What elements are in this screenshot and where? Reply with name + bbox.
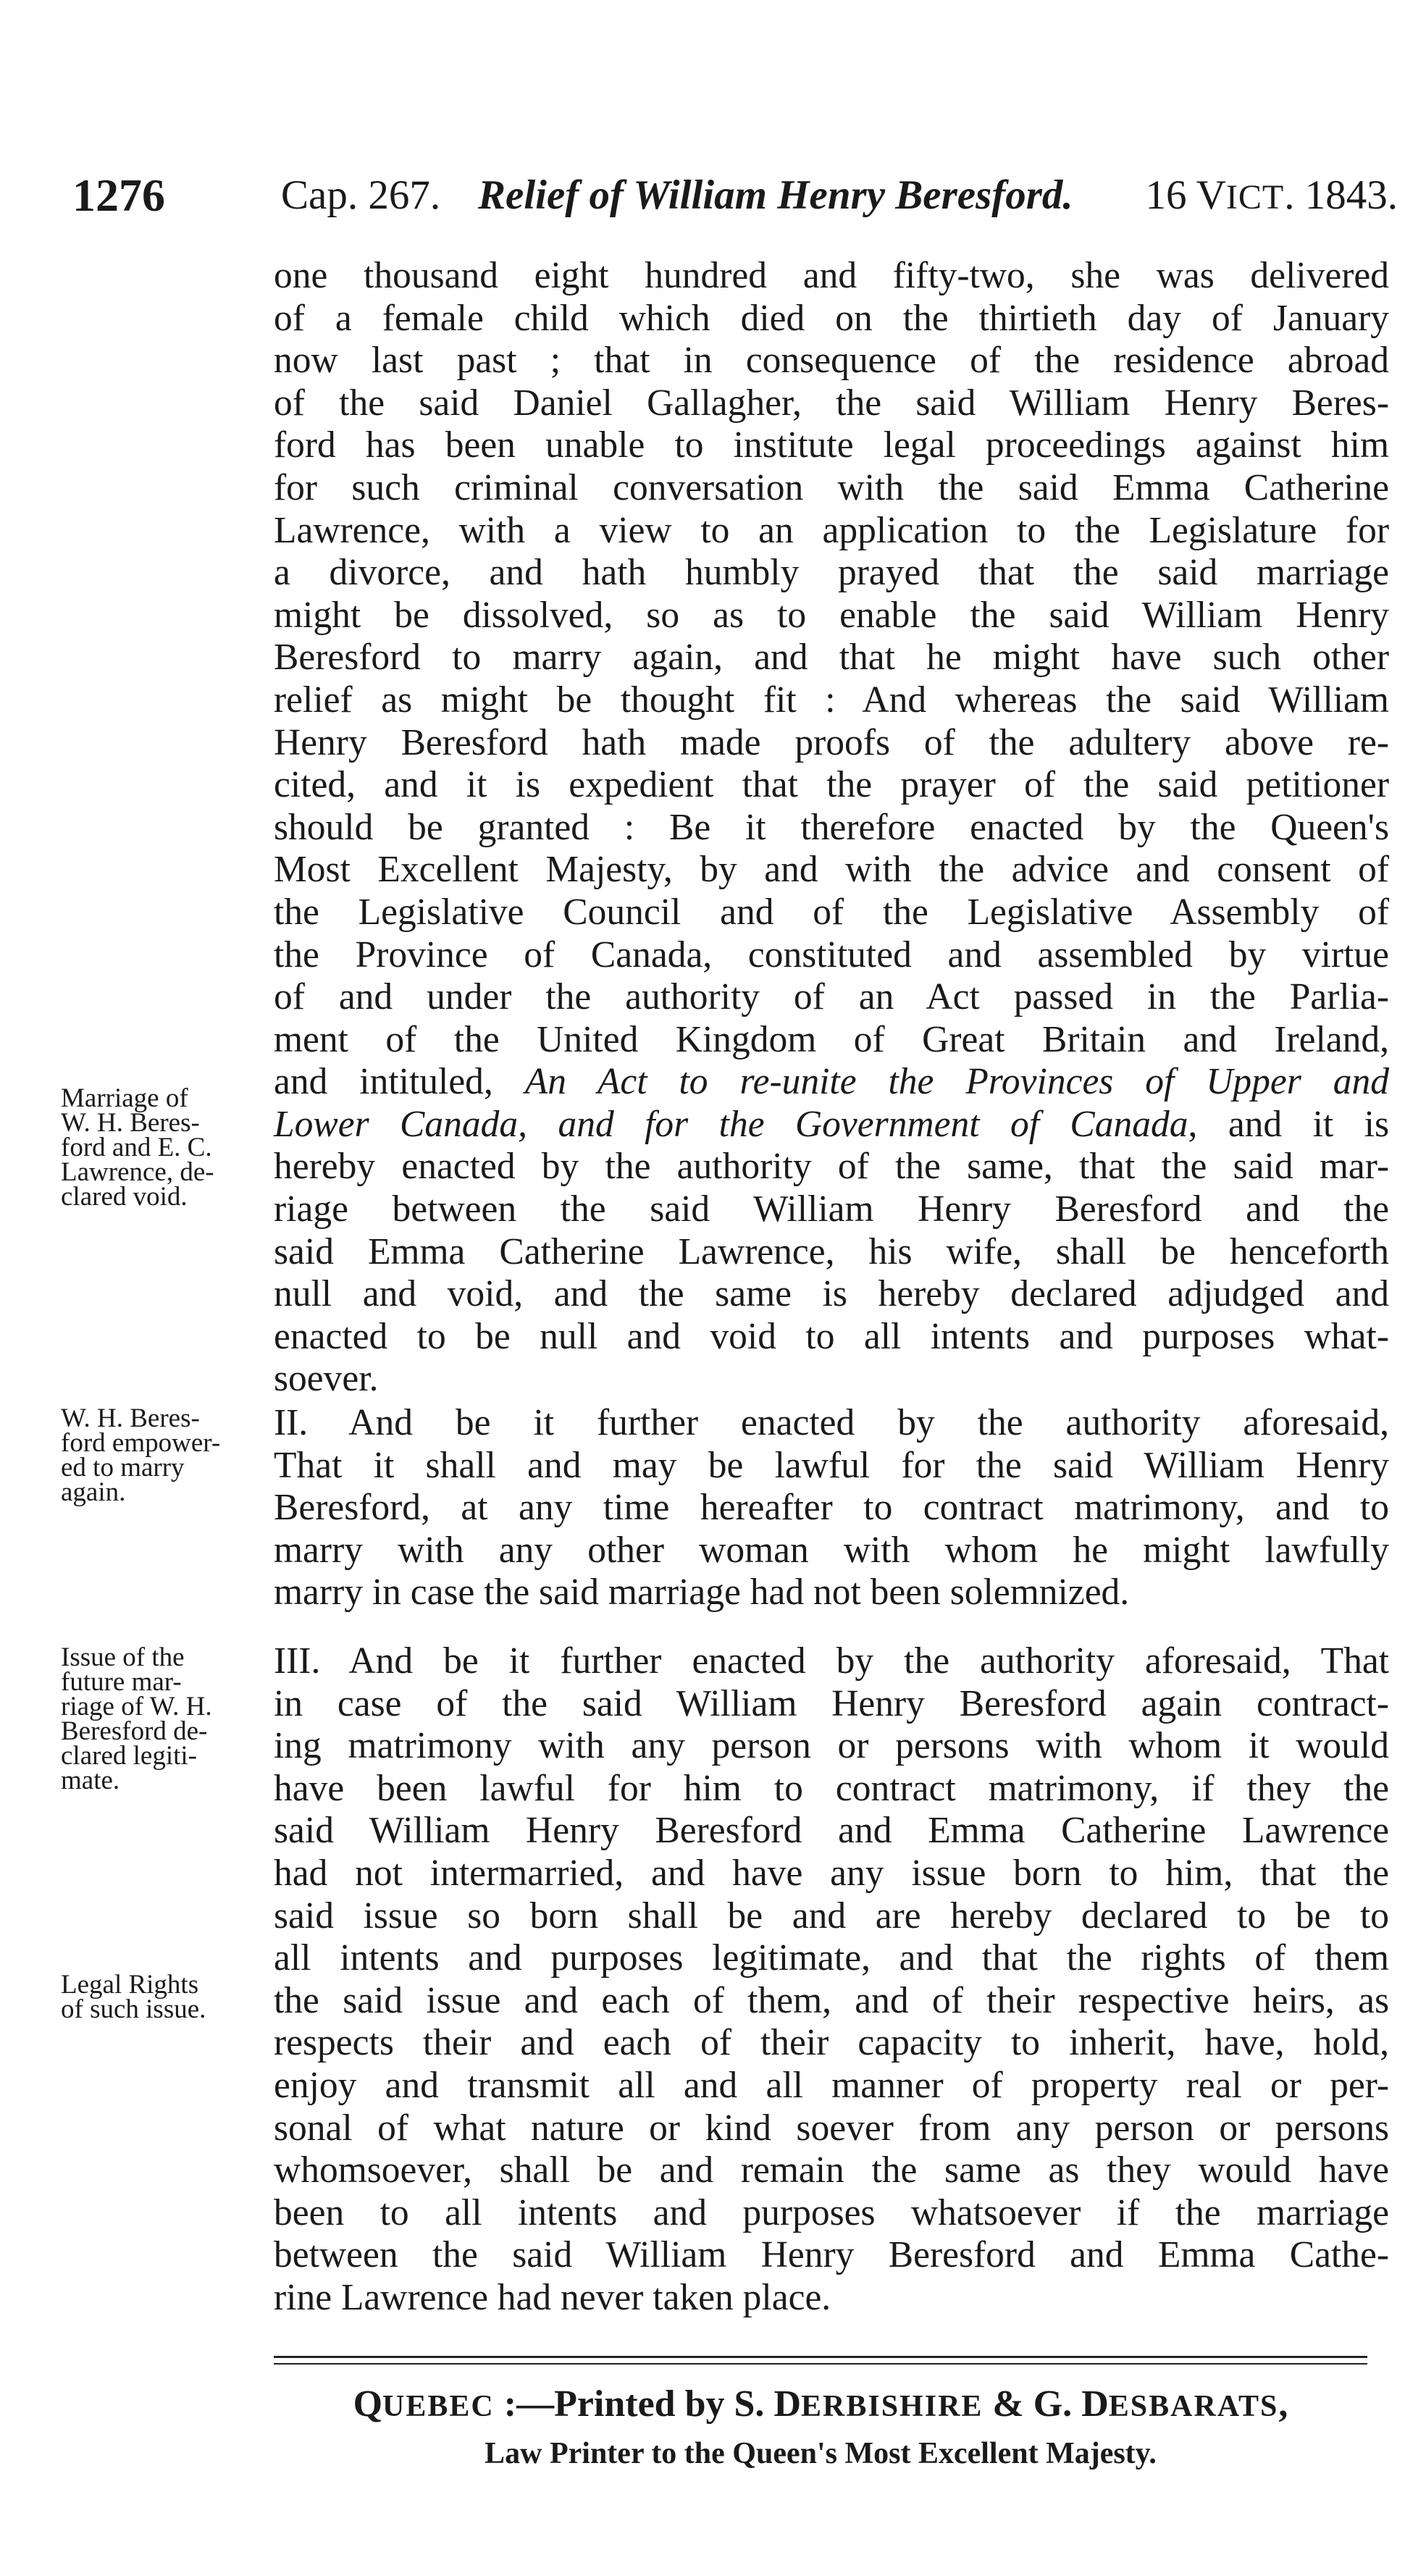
- footer-rule: [274, 2363, 1367, 2365]
- margin-note-legal-rights: Legal Rights of such issue.: [61, 1970, 206, 2024]
- text-line: in case of the said William Henry Beresford again contract-: [274, 1682, 1389, 1724]
- text-line: a divorce, and hath humbly prayed that the said marriage: [274, 552, 1389, 594]
- text-line: riage between the said William Henry Beresford and the: [274, 1188, 1389, 1230]
- margin-note-issue-legitimate: Issue of the future mar- riage of W. H. Beresford de- clared legiti- mate.: [61, 1642, 212, 1795]
- text-line: Lawrence, with a view to an application to the Legislature for: [274, 509, 1389, 551]
- text-line: Most Excellent Majesty, by and with the advice and consent of: [274, 849, 1389, 891]
- footer-rule: [274, 2356, 1367, 2358]
- printer-title: Law Printer to the Queen's Most Excellent Majesty.: [485, 2437, 1157, 2470]
- text-line: Beresford to marry again, and that he might have such other: [274, 637, 1389, 679]
- text-line: said issue so born shall be and are hereby declared to be to: [274, 1895, 1389, 1937]
- text-line: ing matrimony with any person or persons with whom it would: [274, 1725, 1389, 1767]
- text-line: ment of the United Kingdom of Great Britain and Ireland,: [274, 1018, 1389, 1060]
- text-line: one thousand eight hundred and fifty-two, she was delivered: [274, 255, 1389, 296]
- text-line: ford has been unable to institute legal proceedings against him: [274, 424, 1389, 466]
- text-line: the Province of Canada, constituted and assembled by virtue: [274, 934, 1389, 976]
- text-line: now last past ; that in consequence of the residence abroad: [274, 340, 1389, 382]
- text-line: respects their and each of their capacity to inherit, have, hold,: [274, 2022, 1389, 2064]
- text-line: Beresford, at any time hereafter to contract matrimony, and to: [274, 1487, 1389, 1529]
- text-line: said Emma Catherine Lawrence, his wife, shall be henceforth: [274, 1230, 1389, 1272]
- regnal-year: 16 VICT. 1843.: [1145, 172, 1398, 218]
- margin-note-marriage-void: Marriage of W. H. Beres- ford and E. C. Lawrence, de- clared void.: [61, 1083, 214, 1212]
- text-line: rine Lawrence had never taken place.: [274, 2276, 831, 2318]
- running-head: [72, 163, 1398, 228]
- text-line: II. And be it further enacted by the authority aforesaid,: [274, 1402, 1389, 1443]
- text-line: had not intermarried, and have any issue born to him, that the: [274, 1852, 1389, 1894]
- paragraph-preamble: [274, 255, 1389, 1401]
- text-line: hereby enacted by the authority of the same, that the said mar-: [274, 1146, 1389, 1188]
- text-line: the said issue and each of them, and of their respective heirs, as: [274, 1979, 1389, 2021]
- text-line: soever.: [274, 1358, 379, 1400]
- paragraph-section-3: [274, 1640, 1389, 2320]
- text-line: enacted to be null and void to all intents and purposes what-: [274, 1315, 1389, 1357]
- text-line: whomsoever, shall be and remain the same as they would have: [274, 2149, 1389, 2191]
- text-line: said William Henry Beresford and Emma Catherine Lawrence: [274, 1810, 1389, 1852]
- text-line: all intents and purposes legitimate, and that the rights of them: [274, 1937, 1389, 1979]
- margin-note-empowered-to-marry: W. H. Beres- ford empower- ed to marry again.: [61, 1404, 221, 1507]
- text-line: of the said Daniel Gallagher, the said William Henry Beres-: [274, 382, 1389, 424]
- text-line: for such criminal conversation with the said Emma Catherine: [274, 466, 1389, 508]
- text-line: the Legislative Council and of the Legislative Assembly of: [274, 891, 1389, 933]
- text-line: relief as might be thought fit : And whereas the said William: [274, 679, 1389, 721]
- page-number: 1276: [72, 169, 165, 221]
- text-line: cited, and it is expedient that the prayer of the said petitioner: [274, 764, 1389, 806]
- text-line: between the said William Henry Beresford and Emma Cathe-: [274, 2234, 1389, 2276]
- text-line-act-title: and intituled, An Act to re-unite the Provinces of Upper and: [274, 1061, 1390, 1103]
- text-line: might be dissolved, so as to enable the said William Henry: [274, 594, 1389, 636]
- text-line: have been lawful for him to contract matrimony, if they the: [274, 1767, 1389, 1809]
- paragraph-section-2: [274, 1402, 1389, 1614]
- text-line: enjoy and transmit all and all manner of property real or per-: [274, 2064, 1389, 2106]
- act-title: Relief of William Henry Beresford.: [478, 172, 1073, 218]
- text-line: of and under the authority of an Act passed in the Parlia-: [274, 976, 1389, 1018]
- text-line: null and void, and the same is hereby declared adjudged and: [274, 1273, 1389, 1315]
- text-line: should be granted : Be it therefore enacted by the Queen's: [274, 806, 1389, 848]
- text-line: sonal of what nature or kind soever from any person or persons: [274, 2107, 1389, 2149]
- act-reference: An Act to re-unite the Provinces of Upper and: [524, 1061, 1390, 1103]
- text-line: marry with any other woman with whom he might lawfully: [274, 1529, 1389, 1571]
- text-line: That it shall and may be lawful for the said William Henry: [274, 1444, 1389, 1486]
- text-line: of a female child which died on the thirtieth day of January: [274, 297, 1389, 339]
- text-line-act-title-cont: Lower Canada, and for the Government of Canada, and it is: [274, 1103, 1389, 1145]
- text-line: been to all intents and purposes whatsoever if the marriage: [274, 2191, 1389, 2233]
- chapter-label: Cap. 267.: [281, 172, 441, 218]
- text-line: III. And be it further enacted by the authority aforesaid, That: [274, 1640, 1389, 1682]
- text-line: Henry Beresford hath made proofs of the adultery above re-: [274, 721, 1389, 763]
- act-reference-cont: Lower Canada, and for the Government of Canada: [274, 1103, 1188, 1145]
- printer-imprint: QUEBEC :—Printed by S. DERBISHIRE & G. DESBARATS,: [353, 2383, 1288, 2425]
- text-line: marry in case the said marriage had not been solemnized.: [274, 1572, 1130, 1614]
